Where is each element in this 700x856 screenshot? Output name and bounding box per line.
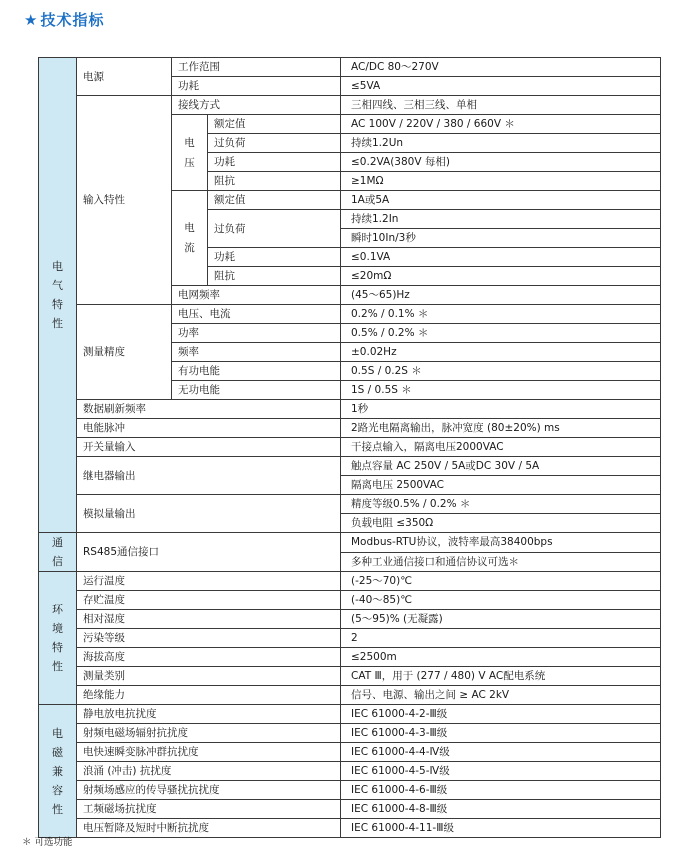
group-input: 输入特性	[77, 96, 172, 305]
param-label: 存贮温度	[77, 591, 341, 610]
group-power: 电源	[77, 58, 172, 96]
param-label: 运行温度	[77, 572, 341, 591]
param-label: 电压暂降及短时中断抗扰度	[77, 819, 341, 838]
param-label: 数据刷新频率	[77, 400, 341, 419]
param-value: 三相四线、三相三线、单相	[341, 96, 661, 115]
param-label: 测量类别	[77, 667, 341, 686]
param-value: IEC 61000-4-5-Ⅳ级	[341, 762, 661, 781]
table-row	[39, 457, 661, 476]
section-title	[24, 9, 104, 30]
param-label: 过负荷	[208, 210, 341, 248]
table-row	[39, 686, 661, 705]
table-row	[39, 58, 661, 77]
param-value: 2	[341, 629, 661, 648]
param-label: 模拟量输出	[77, 495, 341, 533]
category-emc: 电磁兼容性	[39, 705, 77, 838]
param-label: 功耗	[208, 153, 341, 172]
table-row	[39, 495, 661, 514]
param-value: 1秒	[341, 400, 661, 419]
param-value: IEC 61000-4-3-Ⅲ级	[341, 724, 661, 743]
param-value: 1A或5A	[341, 191, 661, 210]
category-env: 环境特性	[39, 572, 77, 705]
table-row	[39, 762, 661, 781]
spec-table	[38, 57, 661, 838]
param-label: 电快速瞬变脉冲群抗扰度	[77, 743, 341, 762]
param-label: 相对湿度	[77, 610, 341, 629]
param-value: AC/DC 80～270V	[341, 58, 661, 77]
param-label: 过负荷	[208, 134, 341, 153]
table-row	[39, 629, 661, 648]
param-label: 绝缘能力	[77, 686, 341, 705]
param-value: 持续1.2Un	[341, 134, 661, 153]
param-value: ≤5VA	[341, 77, 661, 96]
category-electrical: 电气特性	[39, 58, 77, 533]
param-label: 继电器输出	[77, 457, 341, 495]
param-label: 浪涌 (冲击) 抗扰度	[77, 762, 341, 781]
param-label: 功耗	[208, 248, 341, 267]
param-value: 0.5S / 0.2S ＊	[341, 362, 661, 381]
table-row	[39, 819, 661, 838]
param-label: 海拔高度	[77, 648, 341, 667]
table-row	[39, 572, 661, 591]
table-row	[39, 438, 661, 457]
param-label: 阻抗	[208, 172, 341, 191]
param-label: 额定值	[208, 115, 341, 134]
param-value: 负载电阻 ≤350Ω	[341, 514, 661, 533]
param-value: 1S / 0.5S ＊	[341, 381, 661, 400]
param-label: 接线方式	[172, 96, 341, 115]
param-label: 无功电能	[172, 381, 341, 400]
table-row	[39, 96, 661, 115]
param-label: 功率	[172, 324, 341, 343]
subgroup-voltage: 电压	[172, 115, 208, 191]
param-label: 电压、电流	[172, 305, 341, 324]
param-label: 静电放电抗扰度	[77, 705, 341, 724]
table-row	[39, 400, 661, 419]
param-value: 信号、电源、输出之间 ≥ AC 2kV	[341, 686, 661, 705]
param-value: IEC 61000-4-11-Ⅲ级	[341, 819, 661, 838]
param-label: 有功电能	[172, 362, 341, 381]
param-label: 功耗	[172, 77, 341, 96]
table-row	[39, 667, 661, 686]
param-value: (45～65)Hz	[341, 286, 661, 305]
param-label: 工频磁场抗扰度	[77, 800, 341, 819]
param-label: 污染等级	[77, 629, 341, 648]
param-label: 频率	[172, 343, 341, 362]
table-row	[39, 591, 661, 610]
param-value: 触点容量 AC 250V / 5A或DC 30V / 5A	[341, 457, 661, 476]
table-row	[39, 648, 661, 667]
param-label: 射频电磁场辐射抗扰度	[77, 724, 341, 743]
category-comm: 通信	[39, 533, 77, 572]
param-label: 开关量输入	[77, 438, 341, 457]
param-value: AC 100V / 220V / 380 / 660V ＊	[341, 115, 661, 134]
subgroup-current: 电流	[172, 191, 208, 286]
param-label: 射频场感应的传导骚扰抗扰度	[77, 781, 341, 800]
param-value: 隔离电压 2500VAC	[341, 476, 661, 495]
table-row	[39, 533, 661, 553]
table-row	[39, 419, 661, 438]
table-row	[39, 743, 661, 762]
param-value: (5～95)% (无凝露)	[341, 610, 661, 629]
param-value: 0.5% / 0.2% ＊	[341, 324, 661, 343]
param-label: 电网频率	[172, 286, 341, 305]
table-row	[39, 800, 661, 819]
param-value: 0.2% / 0.1% ＊	[341, 305, 661, 324]
param-value: ≤2500m	[341, 648, 661, 667]
param-value: 持续1.2In	[341, 210, 661, 229]
param-value: Modbus-RTU协议，波特率最高38400bps	[341, 533, 661, 553]
param-value: ±0.02Hz	[341, 343, 661, 362]
section-title-text: 技术指标	[40, 11, 105, 29]
param-value: (-25～70)℃	[341, 572, 661, 591]
param-value: IEC 61000-4-2-Ⅲ级	[341, 705, 661, 724]
group-accuracy: 测量精度	[77, 305, 172, 400]
param-value: ≥1MΩ	[341, 172, 661, 191]
param-value: 干接点输入，隔离电压2000VAC	[341, 438, 661, 457]
param-value: IEC 61000-4-4-Ⅳ级	[341, 743, 661, 762]
table-row	[39, 781, 661, 800]
param-value: 瞬时10In/3秒	[341, 229, 661, 248]
param-value: (-40～85)℃	[341, 591, 661, 610]
footnote: ＊ 可选功能	[22, 837, 73, 848]
param-value: ≤0.2VA(380V 每相)	[341, 153, 661, 172]
param-label: 额定值	[208, 191, 341, 210]
param-value: ≤0.1VA	[341, 248, 661, 267]
param-value: 精度等级0.5% / 0.2% ＊	[341, 495, 661, 514]
param-value: 2路光电隔离输出，脉冲宽度 (80±20%) ms	[341, 419, 661, 438]
param-value: 多种工业通信接口和通信协议可选＊	[341, 552, 661, 572]
table-row	[39, 610, 661, 629]
param-value: ≤20mΩ	[341, 267, 661, 286]
param-value: IEC 61000-4-6-Ⅲ级	[341, 781, 661, 800]
param-value: CAT Ⅲ，用于 (277 / 480) V AC配电系统	[341, 667, 661, 686]
table-row	[39, 305, 661, 324]
star-icon: ★	[24, 11, 39, 29]
table-row	[39, 705, 661, 724]
param-label: 电能脉冲	[77, 419, 341, 438]
param-label: 阻抗	[208, 267, 341, 286]
param-value: IEC 61000-4-8-Ⅲ级	[341, 800, 661, 819]
param-label: 工作范围	[172, 58, 341, 77]
table-row	[39, 724, 661, 743]
param-label: RS485通信接口	[77, 533, 341, 572]
